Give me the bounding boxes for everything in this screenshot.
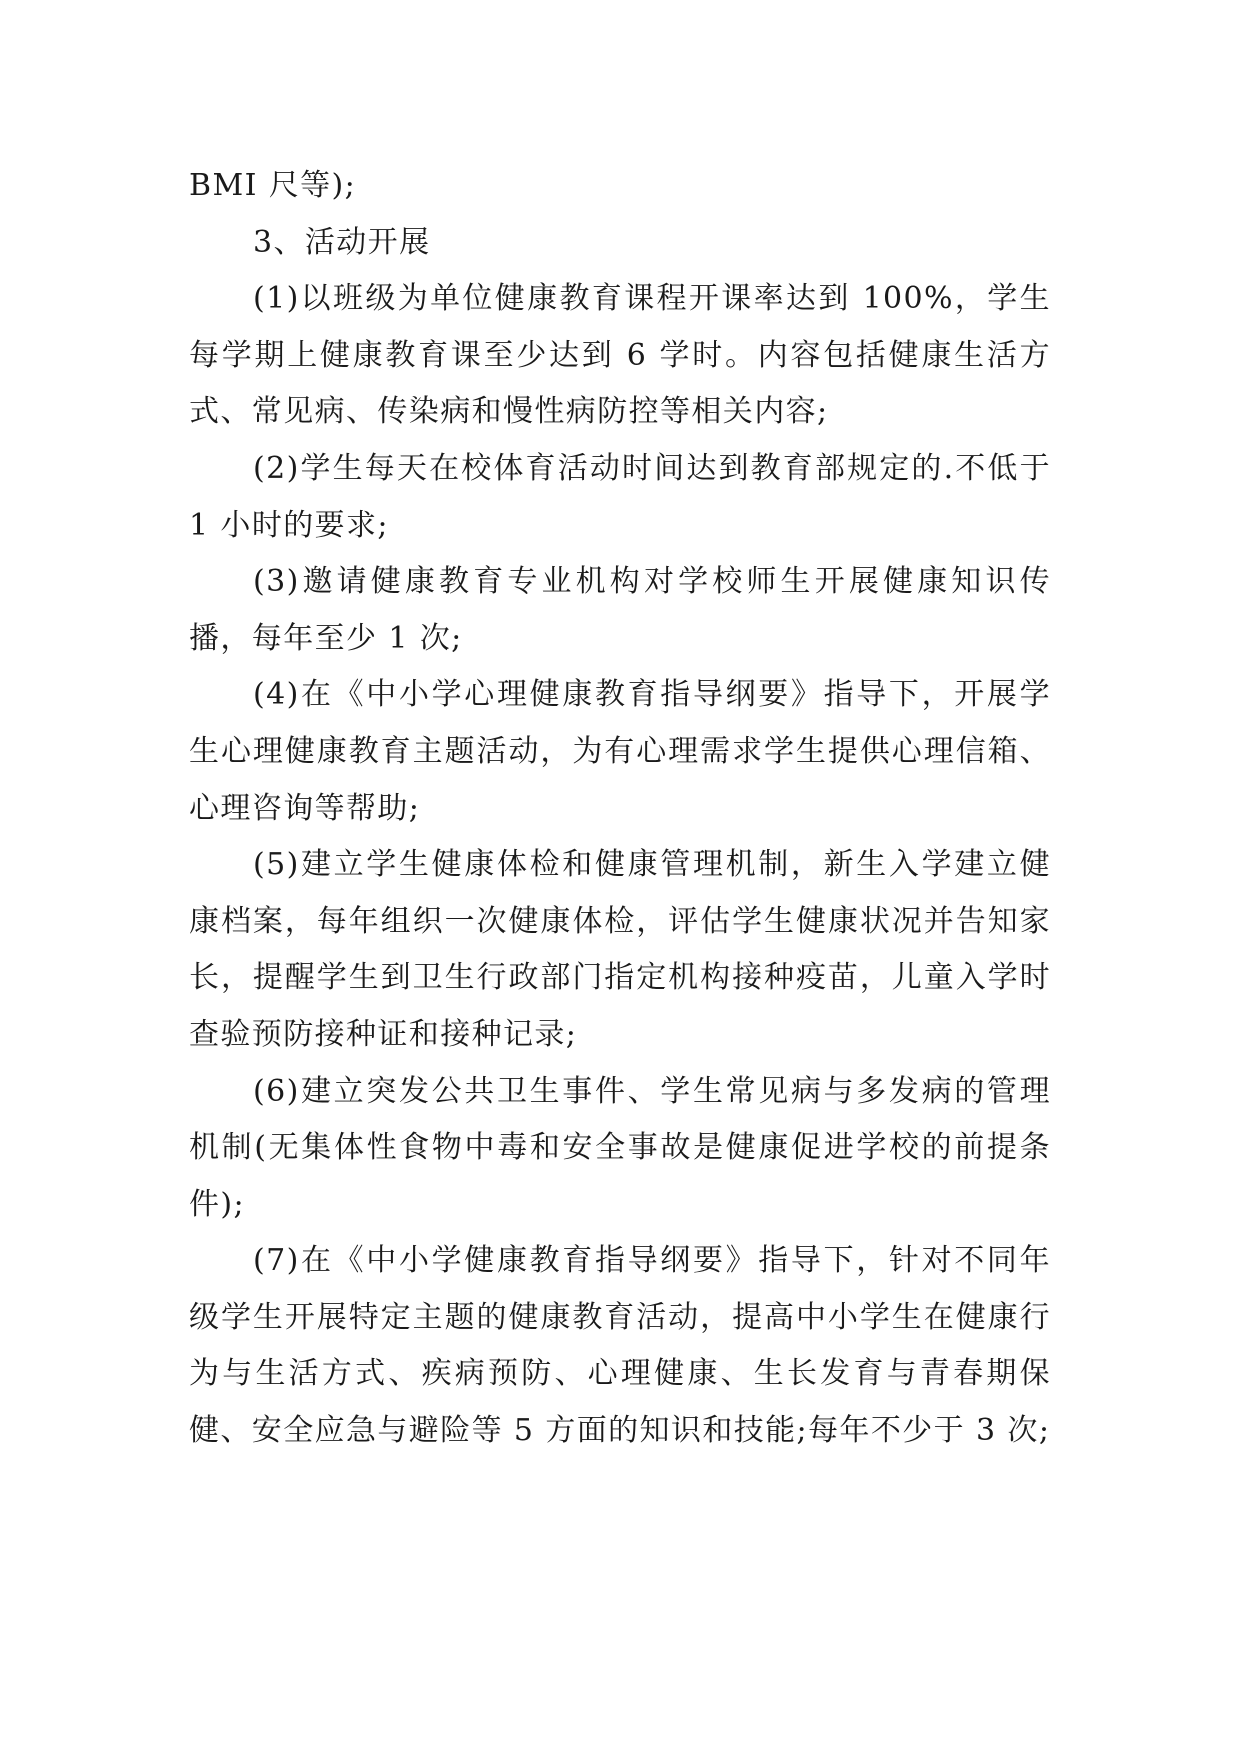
paragraph-item-5: (5)建立学生健康体检和健康管理机制，新生入学建立健康档案，每年组织一次健康体检，评估学生健康状况并告知家长，提醒学生到卫生行政部门指定机构接种疫苗，儿童入学时查验预防接种证和接种记录; — [189, 847, 1051, 1052]
paragraph-bmi-continuation: BMI 尺等); — [189, 168, 357, 203]
paragraph-item-1: (1)以班级为单位健康教育课程开课率达到 100%，学生每学期上健康教育课至少达到 6 学时。内容包括健康生活方式、常见病、传染病和慢性病防控等相关内容; — [189, 281, 1051, 430]
paragraph-item-6: (6)建立突发公共卫生事件、学生常见病与多发病的管理机制(无集体性食物中毒和安全事故是健康促进学校的前提条件); — [189, 1073, 1051, 1222]
section-heading-activities: 3、活动开展 — [253, 224, 431, 260]
paragraph-item-3: (3)邀请健康教育专业机构对学校师生开展健康知识传播，每年至少 1 次; — [189, 564, 1051, 656]
paragraph-item-4: (4)在《中小学心理健康教育指导纲要》指导下，开展学生心理健康教育主题活动，为有心理需求学生提供心理信箱、心理咨询等帮助; — [189, 677, 1051, 826]
document-body — [189, 158, 1051, 1460]
paragraph-item-7: (7)在《中小学健康教育指导纲要》指导下，针对不同年级学生开展特定主题的健康教育活动，提高中小学生在健康行为与生活方式、疾病预防、心理健康、生长发育与青春期保健、安全应急与避险等 5 方面的知识和技能;每年不少于 3 次; — [189, 1243, 1051, 1449]
paragraph-item-2: (2)学生每天在校体育活动时间达到教育部规定的.不低于 1 小时的要求; — [189, 450, 1051, 543]
